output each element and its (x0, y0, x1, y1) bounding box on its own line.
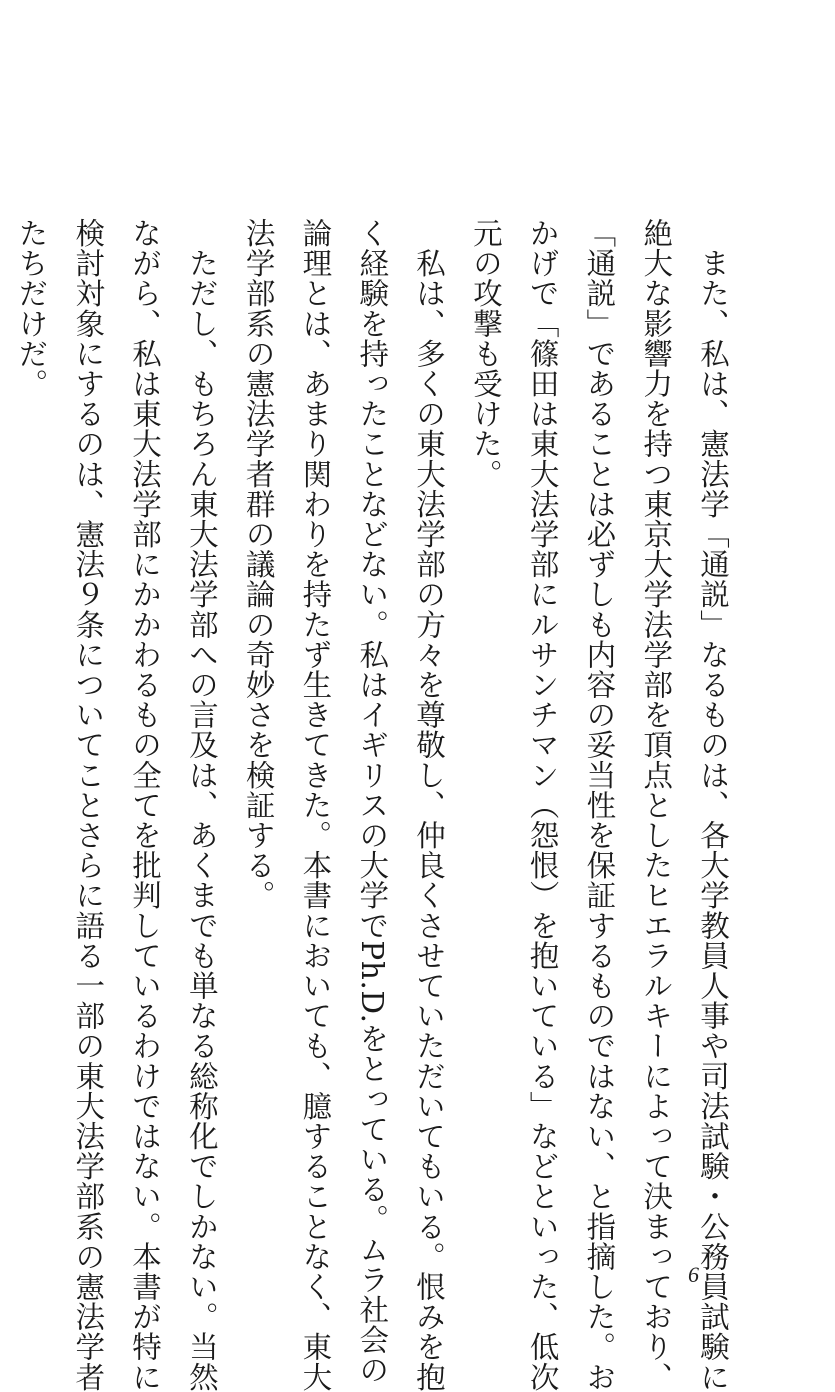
text-line: かげで「篠田は東大法学部にルサンチマン（怨恨）を抱いている」などといった、低次 (525, 218, 560, 1392)
text-line: く経験を持ったことなどない。私はイギリスの大学でPh.D.をとっている。ムラ社会の (355, 218, 390, 1385)
text-line: 元の攻撃も受けた。 (468, 218, 503, 489)
text-line: 検討対象にするのは、憲法９条についてことさらに語る一部の東大法学部系の憲法学者 (71, 218, 106, 1392)
text-line (0, 218, 3, 1228)
text-line: また、私は、憲法学「通説」なるものは、各大学教員人事や司法試験・公務員試験に (696, 218, 730, 1392)
page-number: 6 (688, 1262, 699, 1287)
text-line: たちだけだ。 (14, 218, 49, 399)
text-line: 法学部系の憲法学者群の議論の奇妙さを検証する。 (241, 218, 276, 911)
vertical-body-text (0, 218, 741, 1392)
text-line: 論理とは、あまり関わりを持たず生きてきた。本書においても、臆することなく、東大 (298, 218, 333, 1392)
text-line: ながら、私は東大法学部にかかわるもの全てを批判しているわけではない。本書が特に (128, 218, 163, 1392)
text-line: ただし、もちろん東大法学部への言及は、あくまでも単なる総称化でしかない。当然 (184, 218, 219, 1392)
text-line: 「通説」であることは必ずしも内容の妥当性を保証するものではない、と指摘した。お (582, 218, 617, 1392)
text-line: 絶大な影響力を持つ東京大学法学部を頂点としたヒエラルキーによって決まっており、 (639, 218, 674, 1392)
text-line: 私は、多くの東大法学部の方々を尊敬し、仲良くさせていただいてもいる。恨みを抱 (412, 218, 447, 1392)
